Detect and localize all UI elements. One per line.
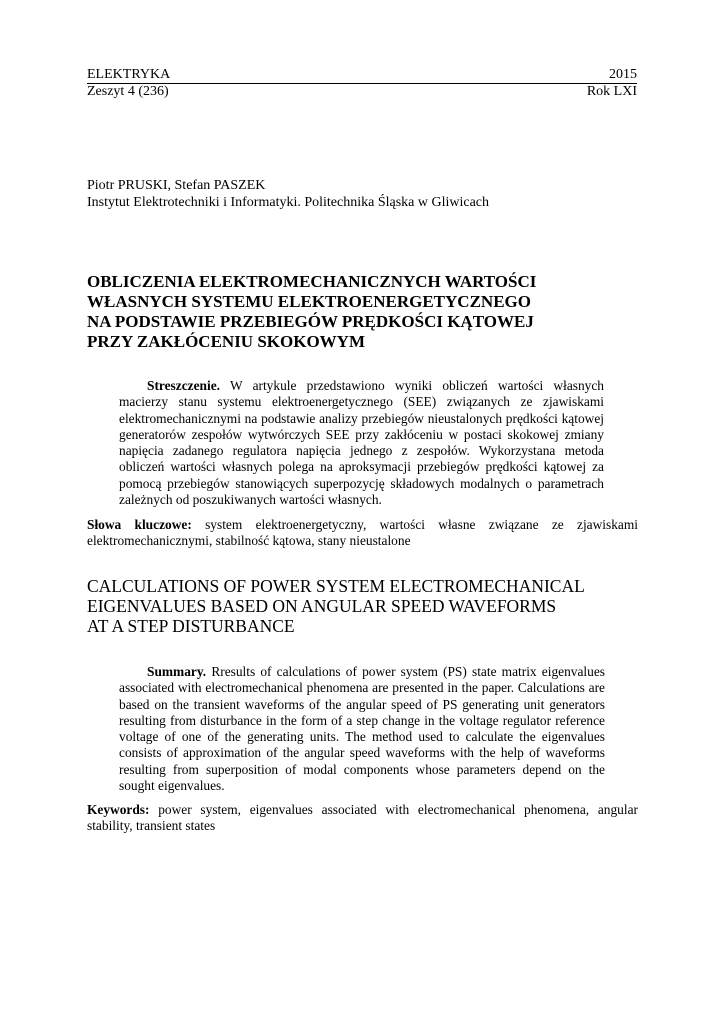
polish-title [87,272,647,352]
journal-header [87,66,637,84]
english-keywords [87,802,638,835]
english-keywords-label: Keywords: [87,802,150,817]
polish-title-line: WŁASNYCH SYSTEMU ELEKTROENERGETYCZNEGO [87,292,531,311]
polish-abstract-text: W artykule przedstawiono wyniki obliczeń wartości własnych macierzy stanu systemu elektroenergetycznego (SEE) związanych ze zjawiskami elektromechanicznymi na podstawie analizy przebiegów nieustalonych prędkości kątowej generatorów zespołów wytwórczych SEE przy zakłóceniu w postaci skokowej zmiany napięcia zadanego regulatora napięcia jednego z zespołów. Wykorzystana metoda obliczeń wartości własnych polega na aproksymacji przebiegów prędkości kątowej za pomocą przebiegów stanowiących superpozycję składowych modalnych o parametrach zależnych od poszukiwanych wartości własnych. [119,378,605,508]
polish-title-line: OBLICZENIA ELEKTROMECHANICZNYCH WARTOŚCI [87,272,537,291]
polish-abstract-label: Streszczenie. [147,378,220,393]
polish-keywords [87,517,638,550]
journal-year: 2015 [609,67,637,82]
english-title-line: CALCULATIONS OF POWER SYSTEM ELECTROMECHANICAL [87,576,585,596]
english-title [87,576,647,636]
polish-abstract [119,378,604,508]
polish-keywords-label: Słowa kluczowe: [87,517,192,532]
journal-name: ELEKTRYKA [87,67,171,82]
issue-header [87,83,637,100]
polish-keywords-text: system elektroenergetyczny, wartości własne związane ze zjawiskami elektromechanicznymi, stabilność kątowa, stany nieustalone [87,517,638,549]
issue-number: Zeszyt 4 (236) [87,84,169,99]
english-abstract-text: Rresults of calculations of power system (PS) state matrix eigenvalues associated with electromechanical phenomena are presented in the paper. Calculations are based on the transient waveforms of the angular speed of PS generating unit generators resulting from disturbance in the form of a step change in the voltage regulator reference voltage of one of the generating units. The method used to calculate the eigenvalues consists of approximation of the angular speed waveforms with the help of waveforms resulting from superposition of modal components whose parameters depend on the sought eigenvalues. [119,664,605,794]
polish-title-line: NA PODSTAWIE PRZEBIEGÓW PRĘDKOŚCI KĄTOWEJ [87,312,534,331]
author-block [87,177,647,211]
volume-number: Rok LXI [586,84,637,99]
author-affiliation: Instytut Elektrotechniki i Informatyki. Politechnika Śląska w Gliwicach [87,195,490,210]
english-keywords-text: power system, eigenvalues associated with electromechanical phenomena, angular stability, transient states [87,802,638,834]
english-abstract [119,664,605,794]
author-names: Piotr PRUSKI, Stefan PASZEK [87,178,266,193]
english-title-line: AT A STEP DISTURBANCE [87,616,295,636]
polish-title-line: PRZY ZAKŁÓCENIU SKOKOWYM [87,332,366,351]
english-abstract-label: Summary. [147,664,207,679]
english-title-line: EIGENVALUES BASED ON ANGULAR SPEED WAVEFORMS [87,596,557,616]
